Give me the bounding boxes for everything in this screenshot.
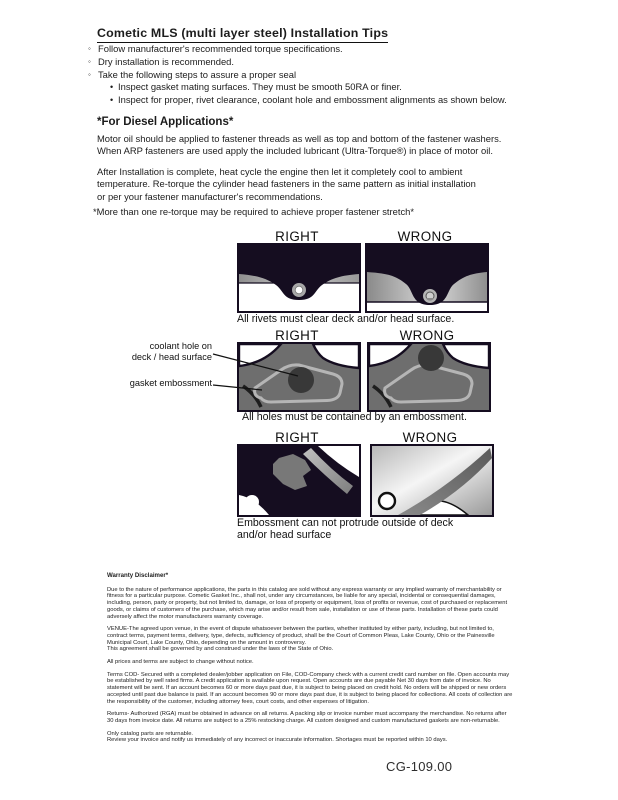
figure-label-right: RIGHT [275, 229, 319, 244]
diesel-paragraph-2: After Installation is complete, heat cycle the engine then let it completely cool to ambient temperature. Re-torque the cylinder head fasteners in the same pattern as initial installation or per your fastener manufacturer's recommendations. [97, 166, 476, 202]
page-title: Cometic MLS (multi layer steel) Installation Tips [97, 26, 388, 43]
warranty-paragraph: This agreement shall be governed by and construed under the laws of the State of Ohio. [107, 646, 334, 653]
diagram-coolant-wrong [367, 342, 491, 412]
diesel-paragraph-1: Motor oil should be applied to fastener threads as well as top and bottom of the fastener washers. When ARP fasteners are used apply the included lubricant (Ultra-Torque®) in place of motor oil. [97, 133, 502, 157]
warranty-paragraph: Terms COD- Secured with a completed dealer/jobber application on File, COD-Company check with a current credit card number on file. Open accounts may be established by well rated firms. A credit application is available upon request. Open accounts are due payable Net 30 days from date of invoice. No statement will be sent. If an account becomes 60 or more days past due, it is subject to being placed on credit hold. No orders will be shipped or new orders accepted until past due balance is paid. If an account becomes 90 or more days past due, it is subject to being placed for collections. All costs of collection are the responsibility of the customer, including attorney fees, court costs, and other expenses of litigation. [107, 671, 513, 705]
list-item: ◦ Dry installation is recommended. [88, 55, 234, 67]
filled-bullet-icon: • [110, 95, 114, 106]
diagram-rivet-right [237, 243, 361, 313]
diagram-embossment-right [237, 444, 361, 517]
annotation-leader-lines [210, 348, 310, 398]
retorque-note: *More than one re-torque may be required to achieve proper fastener stretch* [93, 206, 415, 217]
open-bullet-icon: ◦ [88, 44, 91, 53]
warranty-paragraph: VENUE-The agreed upon venue, in the event of dispute whatsoever between the parties, whether instituted by either party, including, but not limited to, contract terms, payment terms, delivery, type, defects, sufficiency of product, shall be the Court of Common Pleas, Lake County, Ohio or the Painesville Municipal Court, Lake County, Ohio, depending on the amount in controversy. [107, 626, 495, 646]
open-bullet-icon: ◦ [88, 56, 91, 66]
figure-caption-rivets: All rivets must clear deck and/or head surface. [237, 313, 455, 325]
warranty-paragraph: Only catalog parts are returnable. [107, 730, 194, 737]
filled-bullet-icon: • [110, 82, 114, 93]
list-item: • Inspect for proper, rivet clearance, coolant hole and embossment alignments as shown below. [110, 94, 507, 106]
warranty-paragraph: Review your invoice and notify us immediately of any incorrect or inaccurate information. Shortages must be reported within 10 days. [107, 737, 448, 744]
annotation-coolant-hole: coolant hole on deck / head surface [131, 341, 212, 363]
warranty-disclaimer [107, 573, 514, 750]
figure-label-wrong: WRONG [399, 328, 455, 343]
figure-label-right: RIGHT [275, 430, 319, 445]
installation-tips-list [88, 43, 507, 107]
figure-label-right: RIGHT [275, 328, 319, 343]
warranty-paragraph: All prices and terms are subject to change without notice. [107, 659, 254, 666]
diagram-rivet-wrong [365, 243, 489, 313]
figure-caption-holes: All holes must be contained by an embossment. [242, 411, 467, 423]
warranty-heading: Warranty Disclaimer* [107, 572, 169, 579]
figure-caption-embossment: Embossment can not protrude outside of deck and/or head surface [237, 517, 454, 542]
page-code: CG-109.00 [386, 759, 453, 774]
list-item: • Inspect gasket mating surfaces. They must be smooth 50RA or finer. [110, 81, 402, 93]
figure-label-wrong: WRONG [397, 229, 453, 244]
open-bullet-icon: ◦ [88, 69, 91, 79]
diesel-heading: *For Diesel Applications* [97, 116, 234, 128]
figure-label-wrong: WRONG [402, 430, 458, 445]
annotation-gasket-embossment: gasket embossment [129, 378, 212, 388]
warranty-paragraph: Due to the nature of performance applications, the parts in this catalog are sold without any express warranty or any implied warranty of merchantability or fitness for a particular purpose. Cometic Gasket Inc., shall not, under any circumstances, be liable for any special, incidental or consequential damages, including, person, party or property, but not limited to, damage, or loss of property or equipment, loss of profits or revenue, cost of purchased or replacement goods, or claims of customers of the purchase, which may arise and/or result from sale, installation or use of these parts. Installation of these parts could adversely affect the motor manufacturers warranty coverage. [107, 586, 508, 620]
warranty-paragraph: Returns- Authorized (RGA) must be obtained in advance on all returns. A packing slip or invoice number must accompany the merchandise. No returns after 30 days from invoice date. All returns are subject to a 25% restocking charge. All custom designed and custom manufactured gaskets are non-returnable. [107, 711, 507, 724]
list-item: ◦ Follow manufacturer's recommended torque specifications. [88, 43, 343, 54]
diagram-embossment-wrong [370, 444, 494, 517]
list-item: ◦ Take the following steps to assure a proper seal [88, 68, 297, 80]
